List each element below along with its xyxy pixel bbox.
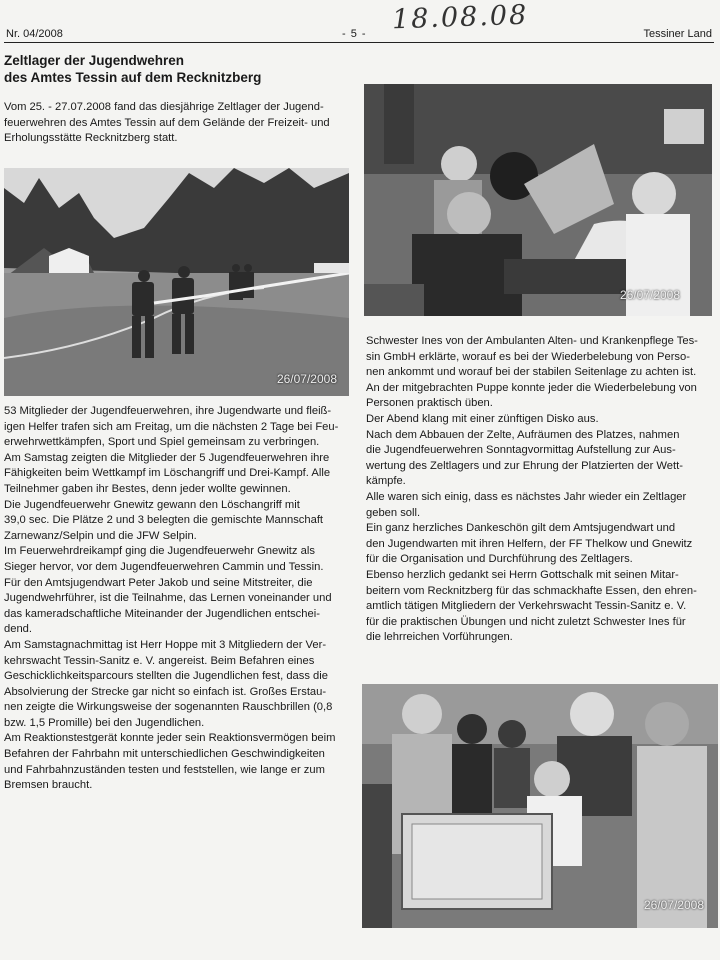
text-line: sin GmbH erklärte, worauf es bei der Wiederbelebung von Perso- [366,350,690,363]
text-line: Jugendwehrführer, ist die Teilnahme, das Lernen voneinander und [4,592,332,605]
text-line: die lehrreichen Vorführungen. [366,631,513,644]
text-line: Die Jugendfeuerwehr Gnewitz gewann den Löschangriff mit [4,498,300,511]
text-line: Fähigkeiten beim Wettkampf im Löschangriff und Drei-Kampf. Alle [4,467,331,480]
text-line: beitern vom Recknitzberg für das schmackhafte Essen, den ehren- [366,584,697,597]
text-line: geben soll. [366,506,421,519]
text-line: die Jugendfeuerwehren Sonntagvormittag Aufstellung zur Aus- [366,444,676,457]
text-line: Bremsen braucht. [4,779,93,792]
text-line: erwehrwettkämpfen, Sport und Spiel gemeinsam zu verbringen. [4,436,320,449]
text-line: Alle waren sich einig, dass es nächstes Jahr wieder ein Zeltlager [366,490,687,503]
page-header [0,0,720,44]
text-line: 53 Mitglieder der Jugendfeuerwehren, ihre Jugendwarte und fleiß- [4,405,332,417]
text-line: nen ankommt und worauf bei der stabilen Seitenlage zu achten ist. [366,366,697,379]
text-line: Geschicklichkeitsparcours stellten die Jugendlichen fest, dass die [4,670,328,683]
text-line: Vom 25. - 27.07.2008 fand das diesjährige Zeltlager der Jugend- [4,101,324,113]
text-line: Am Samstag zeigten die Mitglieder der 5 Jugendfeuerwehren ihre [4,451,330,464]
text-line: dend. [4,623,32,636]
group-photo [362,684,718,928]
text-line: Ebenso herzlich gedankt sei Herrn Gottschalk mit seinen Mitar- [366,568,679,581]
text-line: An der mitgebrachten Puppe konnte jeder die Wiederbelebung von [366,381,697,394]
title-line: des Amtes Tessin auf dem Recknitzberg [4,70,262,85]
text-line: Sieger hervor, vor dem Jugendfeuerwehren Cammin und Tessin. [4,560,324,573]
article-left-column [4,404,356,794]
text-line: Personen praktisch üben. [366,397,493,410]
text-line: Erholungsstätte Recknitzberg statt. [4,132,178,145]
issue-number: Nr. 04/2008 [6,28,63,40]
text-line: für die Organisation und Durchführung des Zeltlagers. [366,553,633,566]
text-line: Absolvierung der Strecke gar nicht so einfach ist. Großes Erstau- [4,685,327,698]
text-line: Im Feuerwehrdreikampf ging die Jugendfeuerwehr Gnewitz als [4,545,315,558]
article-intro [4,100,354,147]
text-line: feuerwehren des Amtes Tessin auf dem Gelände der Freizeit- und [4,116,330,129]
text-line: Schwester Ines von der Ambulanten Alten- und Krankenpflege Tes- [366,335,698,347]
text-line: für die praktischen Übungen und nicht zuletzt Schwester Ines für [366,615,686,628]
article-right-column [366,334,712,646]
text-line: bzw. 1,5 Promille) bei den Jugendlichen. [4,716,205,729]
text-line: Der Abend klang mit einer zünftigen Disko aus. [366,412,599,425]
text-line: Ein ganz herzliches Dankeschön gilt dem Amtsjugendwart und [366,522,676,535]
page-number: - 5 - [342,28,367,40]
header-rule [4,42,714,43]
text-line: 39,0 sec. Die Plätze 2 und 3 belegten die gemischte Mannschaft [4,514,324,527]
text-line: und Fahrbahnzuständen testen und feststellen, wie lange er zum [4,763,325,776]
text-line: nen zeigte die Wirkungsweise der sogenannten Rauschbrillen (0,8 [4,701,333,714]
text-line: Teilnehmer gaben ihr Bestes, denn jeder wollte gewinnen. [4,482,291,495]
text-line: kämpfe. [366,475,406,488]
text-line: igen Helfer trafen sich am Freitag, um die nächsten 2 Tage bei Feu- [4,420,339,433]
text-line: den Jugendwarten mit ihren Helfern, der FF Thelkow und Gnewitz [366,537,693,550]
text-line: Für den Amtsjugendwart Peter Jakob und seine Mitstreiter, die [4,576,313,589]
photo-date-stamp: 26/07/2008 [643,898,704,912]
photo-date-stamp: 26/07/2008 [276,372,337,386]
text-line: Zarnewanz/Selpin und die JFW Selpin. [4,529,197,542]
cpr-training-photo [364,84,712,316]
text-line: Nach dem Abbauen der Zelte, Aufräumen des Platzes, nahmen [366,428,680,441]
article-title [4,52,354,86]
text-line: kehrswacht Tessin-Sanitz e. V. angereist. Beim Befahren eines [4,654,315,667]
text-line: Befahren der Fahrbahn mit unterschiedlichen Geschwindigkeiten [4,748,325,761]
handwritten-date: 18.08.08 [391,0,529,36]
text-line: wertung des Zeltlagers und zur Ehrung der Platzierten der Wett- [366,459,683,472]
text-line: Am Samstagnachmittag ist Herr Hoppe mit 3 Mitgliedern der Ver- [4,638,327,651]
title-line: Zeltlager der Jugendwehren [4,53,185,68]
section-name: Tessiner Land [643,28,712,40]
fire-drill-photo [4,168,349,396]
photo-date-stamp: 26/07/2008 [619,288,680,302]
text-line: amtlich tätigen Mitgliedern der Verkehrswacht Tessin-Sanitz e. V. [366,600,687,613]
text-line: das kameradschaftliche Miteinander der Jugendlichen entschei- [4,607,320,620]
text-line: Am Reaktionstestgerät konnte jeder sein Reaktionsvermögen beim [4,732,336,745]
